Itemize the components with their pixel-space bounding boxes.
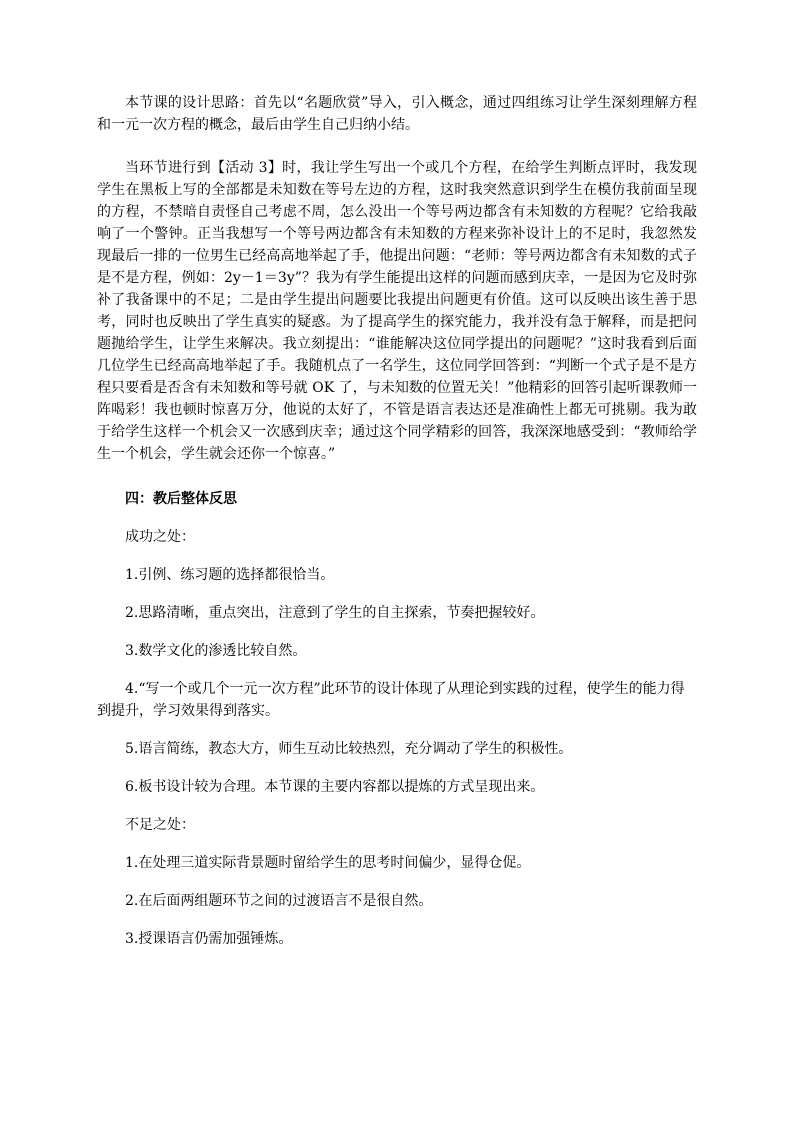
success-item: 1.引例、练习题的选择都很恰当。 (125, 567, 335, 583)
success-label: 成功之处： (125, 529, 195, 545)
success-item: 6.板书设计较为合理。本节课的主要内容都以提炼的方式呈现出来。 (125, 779, 545, 795)
deficiency-item: 1.在处理三道实际背景题时留给学生的思考时间偏少，显得仓促。 (125, 855, 531, 871)
success-item: 3.数学文化的渗透比较自然。 (125, 643, 307, 659)
story-paragraph: 当环节进行到【活动 3】时，我让学生写出一个或几个方程，在给学生判断点评时，我发现学生在黑板上写的全部都是未知数在等号左边的方程，这时我突然意识到学生在模仿我前面呈现的方程，不禁暗自责怪自己考虑不周，怎么没出一个等号两边都含有未知数的方程呢？它给我敲响了一个警钟。正当我想写一个等号两边都含有未知数的方程来弥补设计上的不足时，我忽然发现最后一排的一位男生已经高高地举起了手，他提出问题：“老师：等号两边都含有未知数的式子是不是方程，例如：2y－1＝3y”？我为有学生能提出这样的问题而感到庆幸，一是因为它及时弥补了我备课中的不足；二是由学生提出问题要比我提出问题更有价值。这可以反映出该生善于思考，同时也反映出了学生真实的疑惑。为了提高学生的探究能力，我并没有急于解释，而是把问题抛给学生，让学生来解决。我立刻提出：“谁能解决这位同学提出的问题呢？”这时我看到后面几位学生已经高高地举起了手。我随机点了一名学生，这位同学回答到：“判断一个式子是不是方程只要看是否含有未知数和等号就 OK 了，与未知数的位置无关！”他精彩的回答引起听课教师一阵喝彩！我也顿时惊喜万分，他说的太好了，不管是语言表达还是准确性上都无可挑剔。我为敢于给学生这样一个机会又一次感到庆幸；通过这个同学精彩的回答，我深深地感受到：“教师给学生一个机会，学生就会还你一个惊喜。” (97, 160, 697, 462)
deficiency-item: 3.授课语言仍需加强锤炼。 (125, 931, 293, 947)
section-heading: 四：教后整体反思 (125, 491, 237, 507)
deficiency-item: 2.在后面两组题环节之间的过渡语言不是很自然。 (125, 893, 433, 909)
success-item: 5.语言简练，教态大方，师生互动比较热烈，充分调动了学生的积极性。 (125, 741, 573, 757)
document-body (97, 92, 697, 966)
intro-paragraph: 本节课的设计思路：首先以“名题欣赏”导入，引入概念，通过四组练习让学生深刻理解方程和一元一次方程的概念，最后由学生自己归纳小结。 (97, 95, 697, 133)
success-item: 2.思路清晰，重点突出，注意到了学生的自主探索，节奏把握较好。 (125, 605, 545, 621)
success-item: 4.“写一个或几个一元一次方程”此环节的设计体现了从理论到实践的过程，使学生的能力得到提升，学习效果得到落实。 (97, 681, 685, 719)
deficiency-label: 不足之处： (125, 817, 195, 833)
